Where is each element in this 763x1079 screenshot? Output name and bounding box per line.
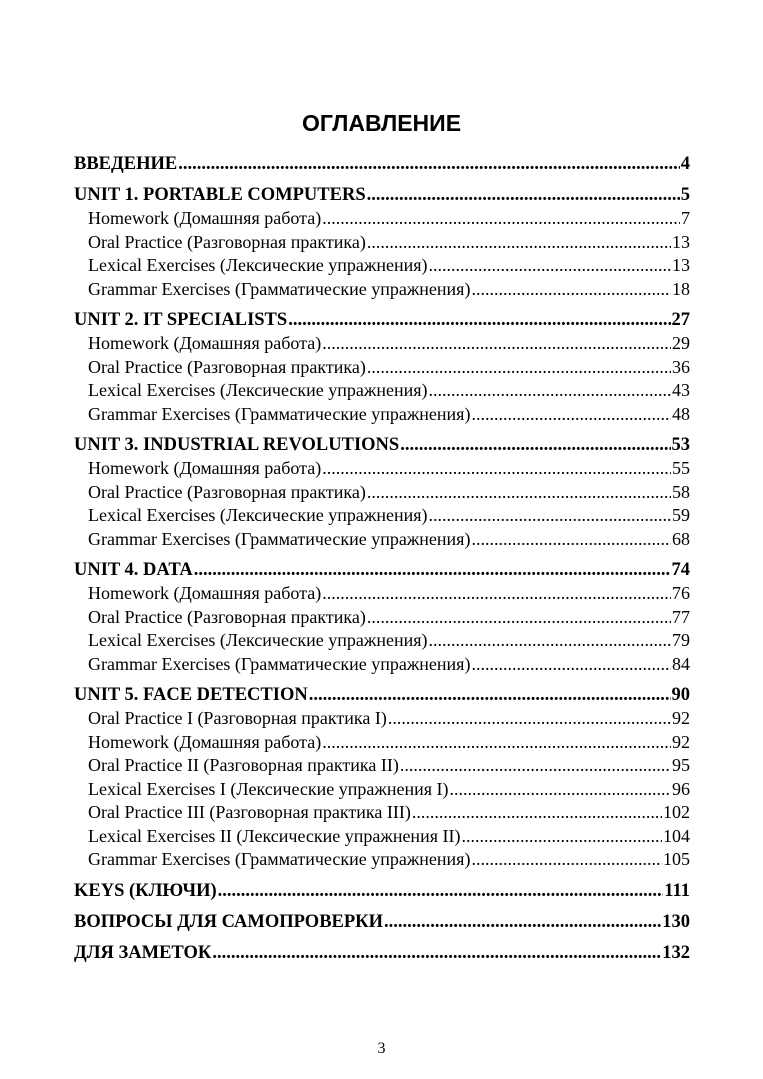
toc-entry-label: Oral Practice (Разговорная практика) (88, 481, 366, 502)
toc-entry-page: 43 (672, 380, 690, 400)
toc-entry-page: 104 (663, 825, 690, 846)
toc-entry-page: 132 (662, 942, 690, 963)
toc-entry-page: 105 (663, 849, 690, 869)
toc-leader-dots (322, 207, 680, 231)
toc-subsection-entry[interactable] (74, 801, 690, 825)
toc-entry-page: 7 (681, 208, 690, 228)
toc-entry-page: 96 (672, 778, 690, 799)
toc-leader-dots (384, 910, 661, 934)
toc-entry-label: Grammar Exercises (Грамматические упражнения) (88, 653, 471, 674)
toc-subsection-entry[interactable] (74, 254, 690, 278)
toc-entry-page: 76 (672, 583, 690, 603)
toc-entry-label: Oral Practice I (Разговорная практика I) (88, 708, 387, 728)
toc-entry-label: Homework (Домашняя работа) (88, 731, 322, 752)
toc-entry-page: 95 (672, 755, 690, 775)
toc-subsection-entry[interactable] (74, 332, 690, 356)
toc-entry-label: Lexical Exercises (Лексические упражнения) (88, 380, 428, 400)
toc-entry-label: ВОПРОСЫ ДЛЯ САМОПРОВЕРКИ (74, 911, 383, 932)
toc-entry-page: 55 (672, 458, 690, 478)
toc-subsection-entry[interactable] (74, 778, 690, 802)
toc-subsection-entry[interactable] (74, 731, 690, 755)
toc-subsection-entry[interactable] (74, 825, 690, 849)
toc-entry-label: Oral Practice (Разговорная практика) (88, 356, 366, 377)
toc-leader-dots (471, 653, 671, 677)
toc-leader-dots (429, 379, 672, 403)
toc-entry-page: 4 (680, 154, 690, 174)
toc-section-entry[interactable] (74, 308, 690, 332)
toc-entry-page: 13 (672, 255, 690, 275)
toc-entry-label: KEYS (КЛЮЧИ) (74, 880, 217, 901)
toc-leader-dots (429, 504, 672, 528)
toc-entry-page: 102 (663, 802, 690, 822)
toc-leader-dots (412, 801, 662, 825)
toc-subsection-entry[interactable] (74, 356, 690, 380)
toc-entry-label: ДЛЯ ЗАМЕТОК (74, 942, 212, 963)
toc-entry-page: 90 (671, 685, 690, 705)
toc-entry-label: UNIT 4. DATA (74, 560, 193, 580)
toc-entry-page: 68 (672, 528, 690, 549)
toc-leader-dots (471, 848, 662, 872)
toc-subsection-entry[interactable] (74, 754, 690, 778)
page-number: 3 (377, 1040, 386, 1057)
toc-leader-dots (367, 356, 671, 380)
toc-leader-dots (388, 707, 671, 731)
toc-entry-label: Lexical Exercises I (Лексические упражнения I) (88, 778, 449, 799)
toc-leader-dots (461, 825, 662, 849)
toc-subsection-entry[interactable] (74, 653, 690, 677)
toc-subsection-entry[interactable] (74, 707, 690, 731)
toc-leader-dots (218, 879, 664, 903)
toc-leader-dots (471, 278, 671, 302)
toc-entry-label: Lexical Exercises II (Лексические упражнения II) (88, 825, 461, 846)
toc-leader-dots (322, 731, 671, 755)
toc-entry-label: Homework (Домашняя работа) (88, 583, 322, 603)
toc-subsection-entry[interactable] (74, 606, 690, 630)
toc-section-entry[interactable] (74, 879, 690, 903)
toc-entry-page: 84 (672, 653, 690, 674)
page-title: ОГЛАВЛЕНИЕ (301, 110, 462, 136)
toc-subsection-entry[interactable] (74, 379, 690, 403)
toc-entry-page: 79 (672, 630, 690, 650)
toc-entry-label: ВВЕДЕНИЕ (74, 154, 178, 174)
toc-subsection-entry[interactable] (74, 629, 690, 653)
toc-subsection-entry[interactable] (74, 403, 690, 427)
toc-leader-dots (471, 528, 671, 552)
toc-entry-page: 18 (672, 278, 690, 299)
table-of-contents (74, 152, 690, 965)
toc-section-entry[interactable] (74, 558, 690, 582)
toc-subsection-entry[interactable] (74, 231, 690, 255)
toc-section-entry[interactable] (74, 683, 690, 707)
toc-entry-page: 92 (672, 708, 690, 728)
toc-entry-page: 77 (672, 606, 690, 627)
toc-subsection-entry[interactable] (74, 278, 690, 302)
toc-leader-dots (429, 254, 672, 278)
toc-entry-label: Grammar Exercises (Грамматические упражнения) (88, 528, 471, 549)
toc-section-entry[interactable] (74, 433, 690, 457)
toc-entry-page: 5 (680, 185, 690, 205)
toc-entry-page: 111 (664, 880, 690, 901)
toc-leader-dots (178, 152, 680, 176)
toc-entry-label: UNIT 2. IT SPECIALISTS (74, 310, 288, 330)
toc-leader-dots (429, 629, 672, 653)
toc-entry-page: 27 (671, 310, 690, 330)
toc-entry-label: UNIT 3. INDUSTRIAL REVOLUTIONS (74, 435, 400, 455)
toc-leader-dots (471, 403, 671, 427)
toc-leader-dots (322, 582, 671, 606)
toc-entry-page: 36 (672, 356, 690, 377)
toc-entry-page: 13 (672, 231, 690, 252)
toc-leader-dots (288, 308, 670, 332)
toc-entry-label: Lexical Exercises (Лексические упражнения) (88, 505, 428, 525)
toc-entry-label: Homework (Домашняя работа) (88, 208, 322, 228)
toc-subsection-entry[interactable] (74, 457, 690, 481)
toc-section-entry[interactable] (74, 183, 690, 207)
toc-leader-dots (400, 433, 670, 457)
toc-entry-page: 59 (672, 505, 690, 525)
toc-leader-dots (194, 558, 671, 582)
toc-entry-page: 74 (671, 560, 690, 580)
toc-entry-label: Homework (Домашняя работа) (88, 333, 322, 353)
toc-entry-label: Oral Practice II (Разговорная практика II) (88, 755, 399, 775)
toc-leader-dots (367, 183, 680, 207)
toc-leader-dots (322, 332, 671, 356)
toc-entry-label: Grammar Exercises (Грамматические упражнения) (88, 849, 471, 869)
toc-subsection-entry[interactable] (74, 848, 690, 872)
toc-section-entry[interactable] (74, 941, 690, 965)
toc-subsection-entry[interactable] (74, 582, 690, 606)
toc-entry-label: Lexical Exercises (Лексические упражнения) (88, 630, 428, 650)
toc-entry-page: 92 (672, 731, 690, 752)
toc-entry-page: 130 (662, 911, 690, 932)
toc-entry-label: Oral Practice (Разговорная практика) (88, 606, 366, 627)
toc-entry-page: 29 (672, 333, 690, 353)
toc-entry-page: 48 (672, 403, 690, 424)
toc-entry-label: UNIT 5. FACE DETECTION (74, 685, 308, 705)
toc-entry-label: Oral Practice III (Разговорная практика III) (88, 802, 411, 822)
toc-leader-dots (367, 231, 671, 255)
toc-entry-page: 58 (672, 481, 690, 502)
toc-leader-dots (322, 457, 671, 481)
toc-entry-label: Homework (Домашняя работа) (88, 458, 322, 478)
toc-entry-page: 53 (671, 435, 690, 455)
toc-leader-dots (212, 941, 661, 965)
toc-leader-dots (309, 683, 671, 707)
toc-section-entry[interactable] (74, 910, 690, 934)
toc-subsection-entry[interactable] (74, 504, 690, 528)
toc-leader-dots (367, 606, 671, 630)
toc-leader-dots (400, 754, 671, 778)
toc-leader-dots (449, 778, 671, 802)
toc-entry-label: Grammar Exercises (Грамматические упражнения) (88, 278, 471, 299)
toc-entry-label: Lexical Exercises (Лексические упражнения) (88, 255, 428, 275)
toc-subsection-entry[interactable] (74, 207, 690, 231)
toc-leader-dots (367, 481, 671, 505)
toc-entry-label: Grammar Exercises (Грамматические упражнения) (88, 403, 471, 424)
toc-section-entry[interactable] (74, 152, 690, 176)
toc-entry-label: Oral Practice (Разговорная практика) (88, 231, 366, 252)
toc-subsection-entry[interactable] (74, 481, 690, 505)
toc-subsection-entry[interactable] (74, 528, 690, 552)
toc-entry-label: UNIT 1. PORTABLE COMPUTERS (74, 185, 366, 205)
